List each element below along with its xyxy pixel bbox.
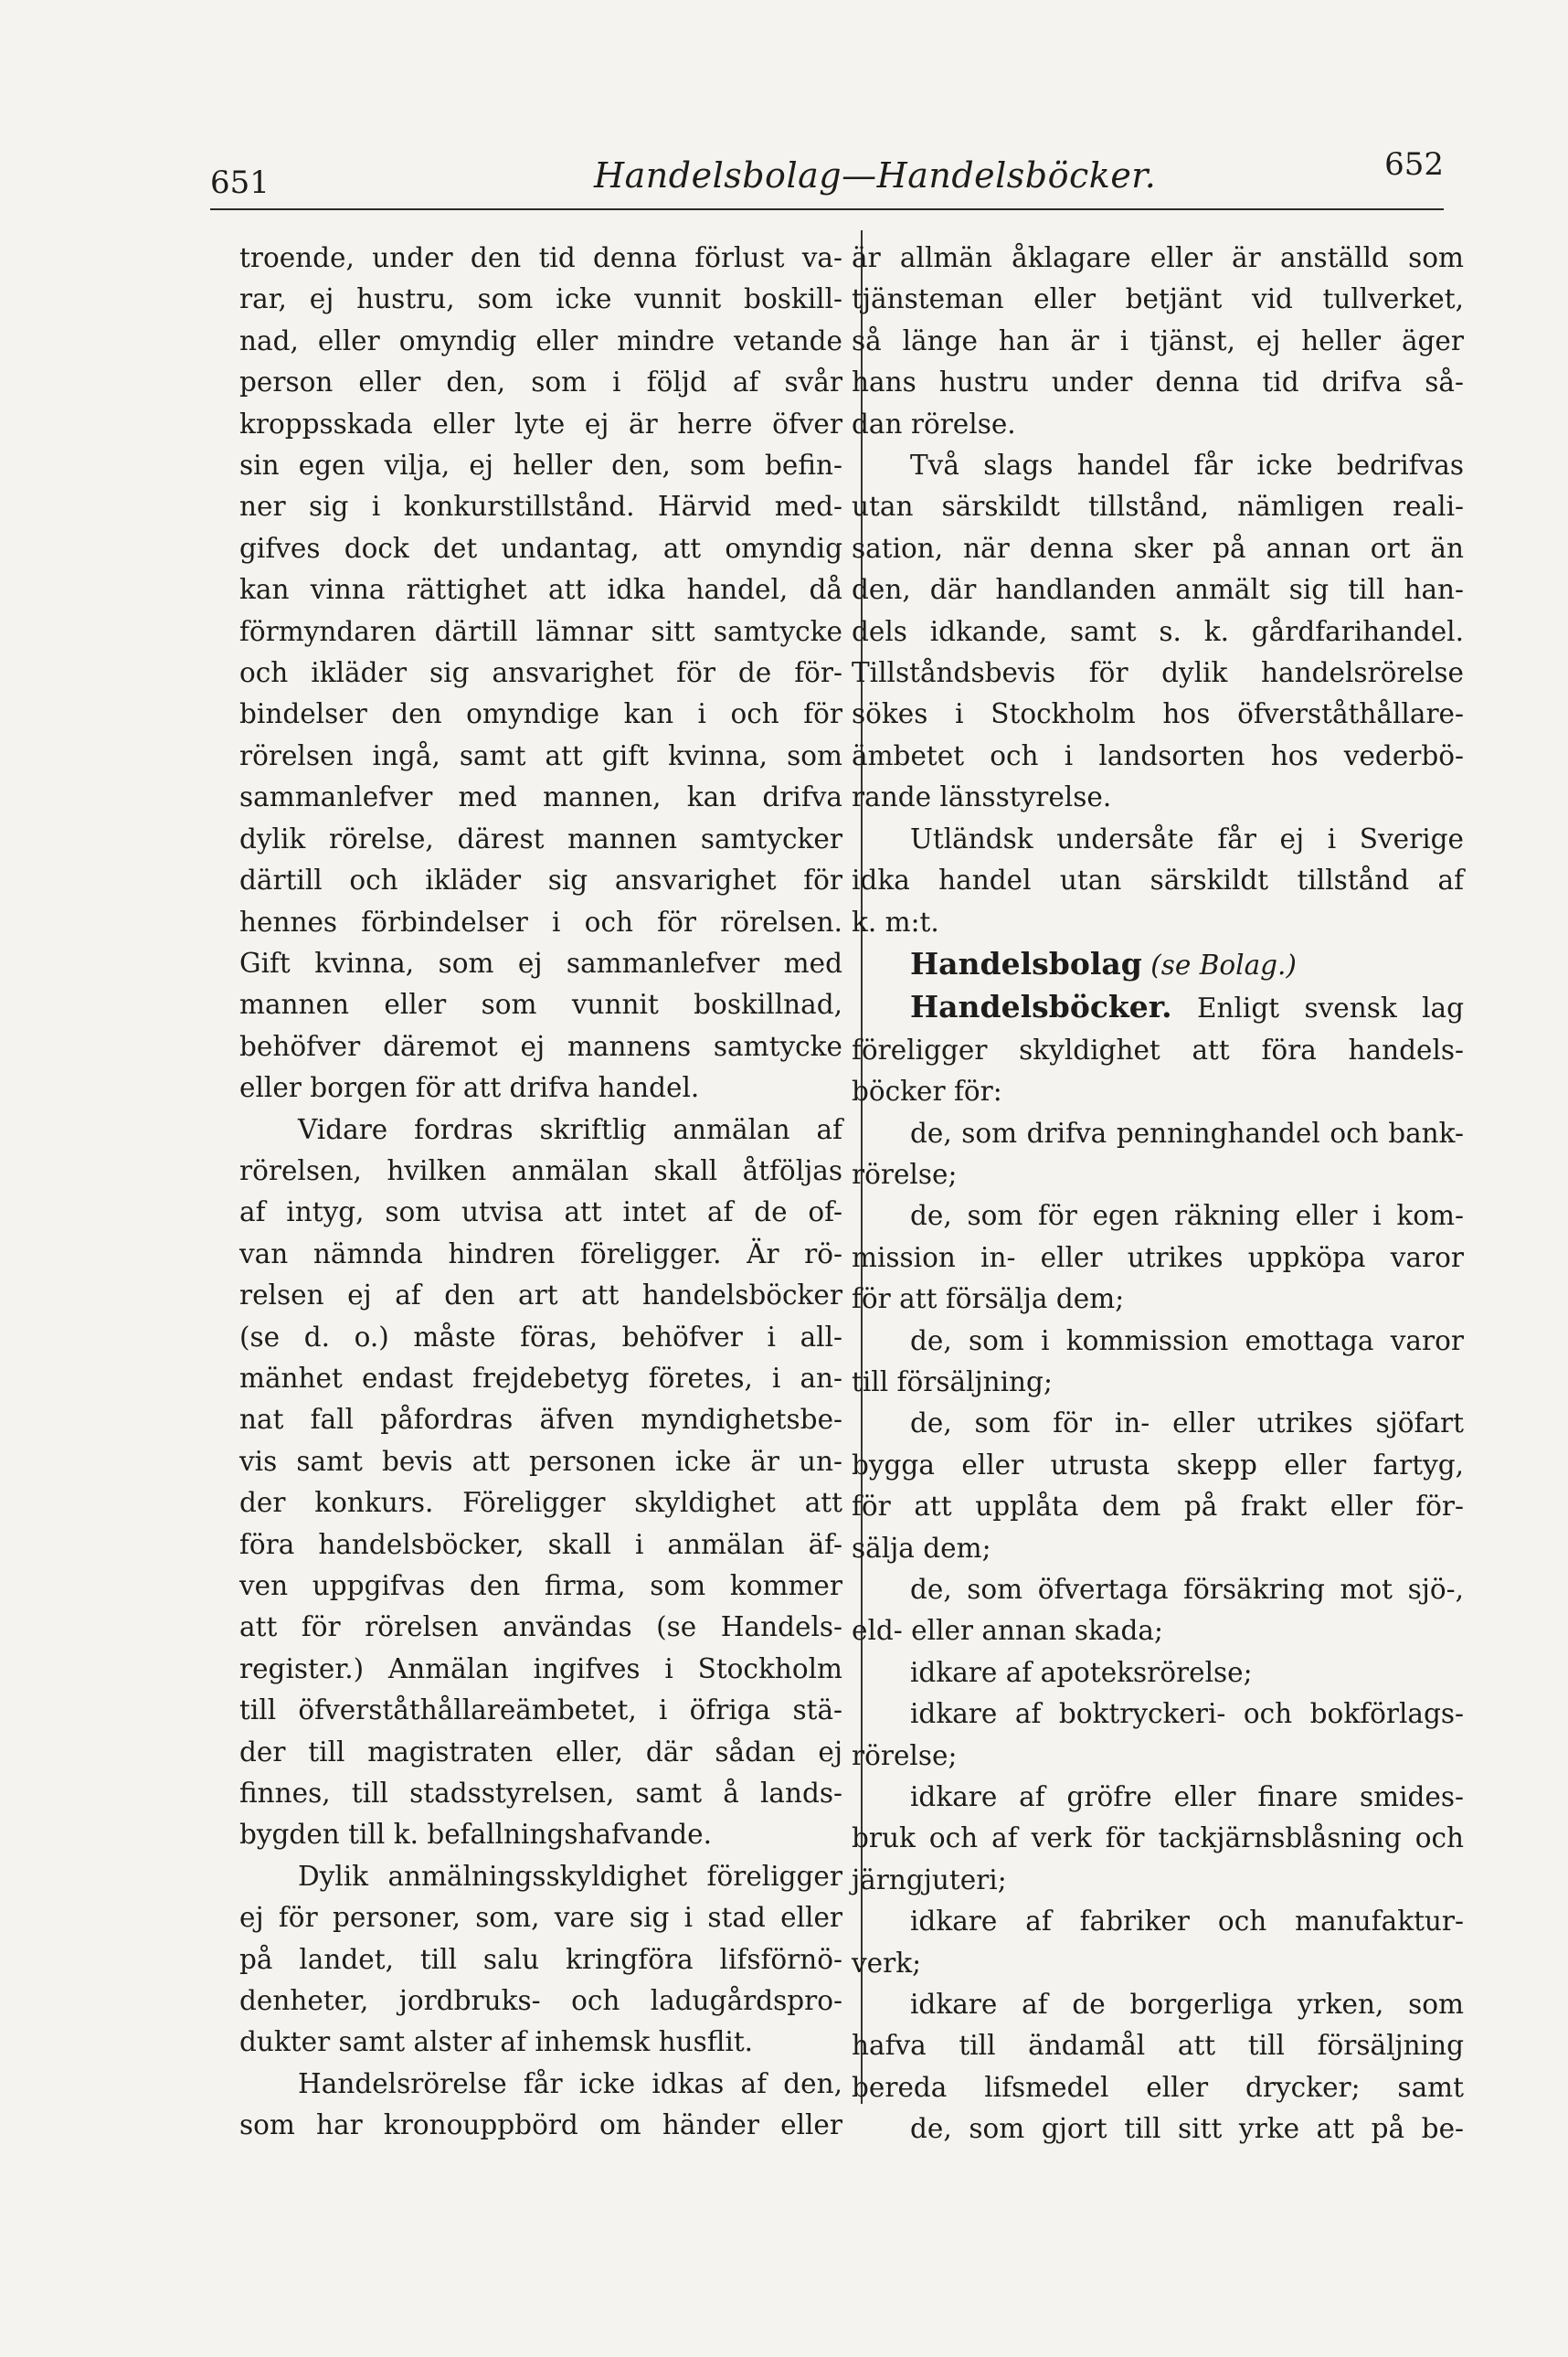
text-line: idka handel utan särskildt tillstånd af <box>852 865 1464 897</box>
text-line: därtill och ikläder sig ansvarighet för <box>239 865 842 897</box>
text-line: Två slags handel får icke bedrifvas <box>910 450 1464 482</box>
text-line: dan rörelse. <box>852 408 1016 440</box>
text-line: bygga eller utrusta skepp eller fartyg, <box>852 1449 1464 1481</box>
text-line: föra handelsböcker, skall i anmälan äf- <box>239 1528 842 1560</box>
text-line: der till magistraten eller, där sådan ej <box>239 1736 842 1768</box>
text-line: Tillståndsbevis för dylik handelsrörelse <box>852 657 1464 689</box>
text-line: Enligt svensk lag <box>1196 993 1464 1025</box>
text-line: tjänsteman eller betjänt vid tullverket, <box>852 283 1464 315</box>
entry-headword: Handelsbolag <box>910 945 1142 982</box>
text-line: sin egen vilja, ej heller den, som befin- <box>239 450 842 482</box>
text-line: rörelsen, hvilken anmälan skall åtföljas <box>239 1154 842 1186</box>
text-line: de, som öfvertaga försäkring mot sjö-, <box>910 1574 1464 1605</box>
text-line: förmyndaren därtill lämnar sitt samtycke <box>239 615 842 647</box>
text-line: föreligger skyldighet att föra handels- <box>852 1034 1464 1066</box>
text-line: den, där handlanden anmält sig till han- <box>852 574 1464 606</box>
page-number-right: 652 <box>1384 146 1444 183</box>
text-line: Dylik anmälningsskyldighet föreligger <box>298 1860 842 1892</box>
page-header <box>210 146 1444 201</box>
text-line: så länge han är i tjänst, ej heller äger <box>852 324 1464 356</box>
text-line: Gift kvinna, som ej sammanlefver med <box>239 947 842 979</box>
text-line: kan vinna rättighet att idka handel, då <box>239 574 842 606</box>
text-line: rande länsstyrelse. <box>852 781 1112 813</box>
text-line: behöfver däremot ej mannens samtycke <box>239 1030 842 1062</box>
text-line: nat fall påfordras äfven myndighetsbe- <box>239 1404 842 1436</box>
text-line: bereda lifsmedel eller drycker; samt <box>852 2071 1464 2103</box>
text-line: de, som i kommission emottaga varor <box>910 1324 1464 1356</box>
text-line: mission in- eller utrikes uppköpa varor <box>852 1241 1464 1273</box>
text-line: ner sig i konkurstillstånd. Härvid med- <box>239 491 842 523</box>
text-line: idkare af gröfre eller finare smides- <box>910 1781 1464 1813</box>
text-line: att för rörelsen användas (se Handels- <box>239 1611 842 1643</box>
text-line: de, som gjort till sitt yrke att på be- <box>910 2113 1464 2145</box>
text-line: mannen eller som vunnit boskillnad, <box>239 989 842 1021</box>
text-line: denheter, jordbruks- och ladugårdspro- <box>239 1985 842 2017</box>
text-line: mänhet endast frejdebetyg företes, i an- <box>239 1362 842 1394</box>
right-column <box>852 238 1464 2150</box>
text-line: de, som för in- eller utrikes sjöfart <box>910 1407 1464 1439</box>
text-line: van nämnda hindren föreligger. Är rö- <box>239 1237 842 1269</box>
text-line: ven uppgifvas den firma, som kommer <box>239 1570 842 1601</box>
text-line: Handelsrörelse får icke idkas af den, <box>298 2067 842 2099</box>
text-line: af intyg, som utvisa att intet af de of- <box>239 1196 842 1228</box>
text-line: dylik rörelse, därest mannen samtycker <box>239 823 842 855</box>
text-line: vis samt bevis att personen icke är un- <box>239 1445 842 1477</box>
text-line: och ikläder sig ansvarighet för de för- <box>239 657 842 689</box>
text-line: dels idkande, samt s. k. gårdfarihandel. <box>852 615 1464 647</box>
text-line: hafva till ändamål att till försäljning <box>852 2030 1464 2062</box>
text-line: hans hustru under denna tid drifva så- <box>852 366 1464 398</box>
text-line: rörelse; <box>852 1739 958 1771</box>
text-line: som har kronouppbörd om händer eller <box>239 2109 842 2141</box>
text-line: rar, ej hustru, som icke vunnit boskill- <box>239 283 842 315</box>
entry-headword: Handelsböcker. <box>910 989 1172 1025</box>
text-line: dukter samt alster af inhemsk husflit. <box>239 2026 754 2058</box>
text-line: relsen ej af den art att handelsböcker <box>239 1279 842 1311</box>
text-line: idkare af apoteksrörelse; <box>910 1656 1253 1688</box>
text-line: k. m:t. <box>852 906 939 938</box>
text-line: finnes, till stadsstyrelsen, samt å lands- <box>239 1778 842 1810</box>
text-line: hennes förbindelser i och för rörelsen. <box>239 906 842 938</box>
text-line: Vidare fordras skriftlig anmälan af <box>298 1113 842 1145</box>
text-line: idkare af boktryckeri- och bokförlags- <box>910 1698 1464 1730</box>
cross-reference: (se Bolag.) <box>1150 949 1297 981</box>
text-line: till öfverståthållareämbetet, i öfriga stä- <box>239 1694 842 1726</box>
text-line: rörelse; <box>852 1158 958 1190</box>
text-line: kroppsskada eller lyte ej är herre öfver <box>239 408 842 440</box>
text-line: järngjuteri; <box>852 1863 1007 1895</box>
page-number-left: 651 <box>210 165 270 201</box>
text-line: bruk och af verk för tackjärnsblåsning och <box>852 1822 1464 1854</box>
text-line: för att upplåta dem på frakt eller för- <box>852 1491 1464 1523</box>
text-line: troende, under den tid denna förlust va- <box>239 242 842 273</box>
text-line: för att försälja dem; <box>852 1283 1125 1315</box>
left-column <box>239 238 842 2147</box>
text-line: eld- eller annan skada; <box>852 1615 1163 1647</box>
text-line: nad, eller omyndig eller mindre vetande <box>239 324 842 356</box>
text-line: register.) Anmälan ingifves i Stockholm <box>239 1652 842 1684</box>
text-line: till försäljning; <box>852 1365 1053 1397</box>
text-line: sökes i Stockholm hos öfverståthållare- <box>852 698 1464 730</box>
text-line: de, som för egen räkning eller i kom- <box>910 1200 1464 1232</box>
text-line: idkare af de borgerliga yrken, som <box>910 1989 1464 2021</box>
text-line: bygden till k. befallningshafvande. <box>239 1819 712 1851</box>
text-line: de, som drifva penninghandel och bank- <box>910 1117 1464 1149</box>
entry-handelsbocker <box>852 986 1464 1029</box>
text-line: eller borgen för att drifva handel. <box>239 1072 700 1104</box>
text-line: på landet, till salu kringföra lifsförnö- <box>239 1943 842 1975</box>
text-line: idkare af fabriker och manufaktur- <box>910 1906 1464 1938</box>
text-line: ämbetet och i landsorten hos vederbö- <box>852 739 1464 771</box>
text-line: är allmän åklagare eller är anställd som <box>852 242 1464 273</box>
text-line: bindelser den omyndige kan i och för <box>239 698 842 730</box>
entry-handelsbolag <box>852 943 1464 986</box>
text-line: (se d. o.) måste föras, behöfver i all- <box>239 1321 842 1353</box>
text-line: sammanlefver med mannen, kan drifva <box>239 781 842 813</box>
text-line: utan särskildt tillstånd, nämligen reali- <box>852 491 1464 523</box>
text-line: sälja dem; <box>852 1532 991 1564</box>
text-line: Utländsk undersåte får ej i Sverige <box>910 823 1464 855</box>
text-line: der konkurs. Föreligger skyldighet att <box>239 1487 842 1519</box>
text-line: böcker för: <box>852 1076 1002 1108</box>
text-line: verk; <box>852 1947 922 1979</box>
text-line: gifves dock det undantag, att omyndig <box>239 532 842 564</box>
text-line: person eller den, som i följd af svår <box>239 366 842 398</box>
running-title: Handelsbolag—Handelsböcker. <box>594 155 1157 196</box>
text-line: rörelsen ingå, samt att gift kvinna, som <box>239 739 842 771</box>
header-rule <box>210 208 1444 210</box>
text-line: ej för personer, som, vare sig i stad eller <box>239 1902 842 1934</box>
text-line: sation, när denna sker på annan ort än <box>852 532 1464 564</box>
